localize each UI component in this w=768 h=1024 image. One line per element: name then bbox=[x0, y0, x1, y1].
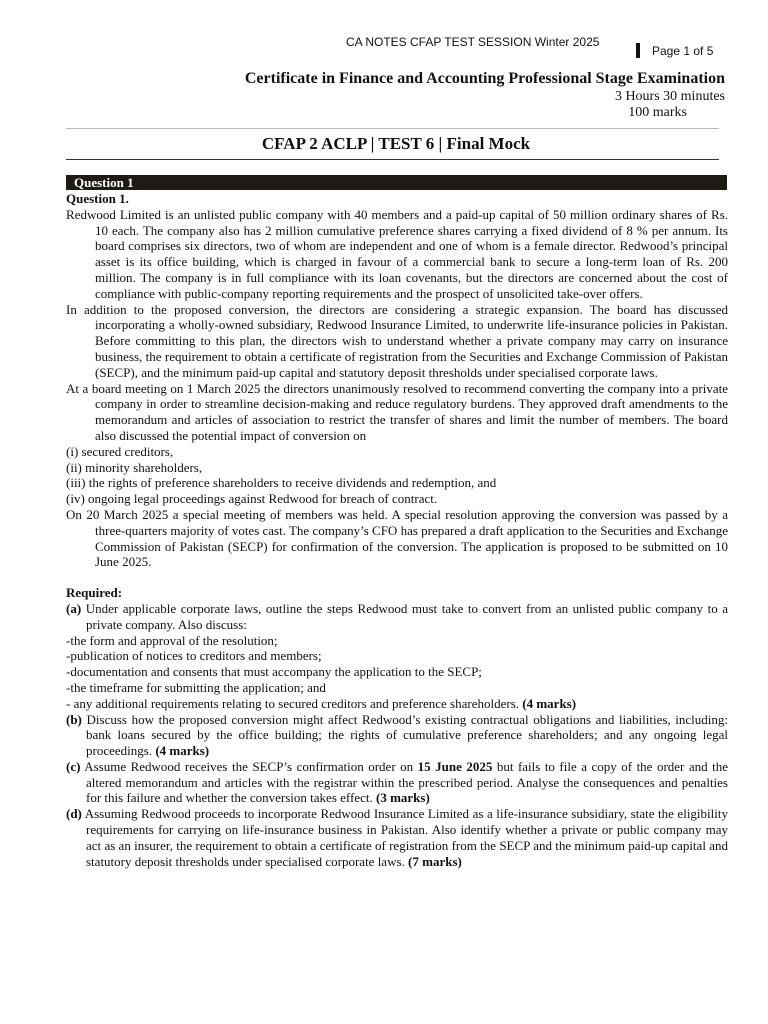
scenario-paragraph-4: On 20 March 2025 a special meeting of members was held. A special resolution approving the conversion was passed by a three-quarters majority of votes cast. The company’s CFO has prepared a draft application to the Securities and Exchange Commission of Pakistan (SECP) for confirmation of the conversion. The application is proposed to be submitted on 10 June 2025. bbox=[66, 506, 728, 570]
part-a-point: -the form and approval of the resolution; bbox=[66, 632, 278, 648]
part-a-last-point bbox=[66, 696, 728, 712]
impact-item: (ii) minority shareholders, bbox=[66, 459, 203, 475]
part-c-text-after: but fails to file a copy of the order and the altered memorandum and articles with the registrar within the prescribed period. Analyse the consequences and penalties for this failure and whether the conversion takes effect. bbox=[86, 758, 729, 806]
header-divider bbox=[66, 128, 719, 129]
part-c-marks: (3 marks) bbox=[375, 790, 430, 806]
test-title: CFAP 2 ACLP | TEST 6 | Final Mock bbox=[261, 134, 531, 153]
certificate-title: Certificate in Finance and Accounting Professional Stage Examination bbox=[244, 70, 725, 87]
part-d-marks: (7 marks) bbox=[408, 853, 462, 869]
question-heading: Question 1. bbox=[66, 191, 129, 206]
page-marker-bar bbox=[636, 43, 640, 58]
impact-item: (iii) the rights of preference shareholders to receive dividends and redemption, and bbox=[66, 475, 497, 491]
required-part-c bbox=[66, 759, 728, 806]
impact-item: (i) secured creditors, bbox=[66, 443, 174, 459]
part-c-tag: (c) bbox=[66, 758, 81, 774]
session-header: CA NOTES CFAP TEST SESSION Winter 2025 bbox=[346, 35, 600, 49]
question-body bbox=[66, 191, 728, 869]
required-part-d bbox=[66, 806, 728, 869]
scenario-paragraph-1: Redwood Limited is an unlisted public company with 40 members and a paid-up capital of 50 million ordinary shares of Rs. 10 each. The company also has 2 million cumulative preference shares carrying a fixed dividend of 8 % per annum. Its board comprises six directors, two of whom are independent and one of whom is a female director. Redwood’s principal asset is its office building, which is charged in favour of a commercial bank to secure a long-term loan of Rs. 200 million. The company is in full compliance with its loan covenants, but the directors are concerned about the cost of compliance with public-company reporting requirements and the prospect of unsolicited take-over offers. bbox=[66, 206, 728, 301]
part-c-text-before: Assume Redwood receives the SECP’s confirmation order on bbox=[84, 758, 418, 774]
part-b-tag: (b) bbox=[66, 711, 82, 727]
part-a-point: -documentation and consents that must accompany the application to the SECP; bbox=[66, 664, 482, 680]
part-a-point: -publication of notices to creditors and members; bbox=[66, 648, 322, 664]
part-a-last-point-text: - any additional requirements relating to secured creditors and preference shareholders. bbox=[66, 695, 523, 711]
part-a-tag: (a) bbox=[66, 600, 82, 616]
part-d-text: Assuming Redwood proceeds to incorporate Redwood Insurance Limited as a life-insurance subsidiary, state the eligibility requirements for carrying on life-insurance business in Pakistan. Also identify whether a private or public company may act as an insurer, the requirement to obtain a certificate of registration from the SECP and the minimum paid-up capital and statutory deposit thresholds under specialised corporate laws. bbox=[84, 806, 728, 869]
scenario-paragraph-2: In addition to the proposed conversion, the directors are considering a strategic expansion. The board has discussed incorporating a wholly-owned subsidiary, Redwood Insurance Limited, to underwrite life-insurance policies in Pakistan. Before committing to this plan, the directors wish to understand whether a private company may carry on insurance business, the requirement to obtain a certificate of registration from the Securities and Exchange Commission of Pakistan (SECP), and the minimum paid-up capital and statutory deposit thresholds under specialised corporate laws. bbox=[66, 301, 728, 380]
title-divider bbox=[66, 159, 719, 160]
part-a-text: Under applicable corporate laws, outline the steps Redwood must take to convert from an unlisted public company to a private company. Also discuss: bbox=[85, 600, 729, 632]
part-b-text: Discuss how the proposed conversion might affect Redwood’s existing contractual obligations and liabilities, including: bank loans secured by the office building; the rights of cumulative preference shareholders; and any ongoing legal proceedings. bbox=[86, 711, 728, 759]
exam-total-marks: 100 marks bbox=[628, 105, 687, 120]
spacer bbox=[66, 570, 728, 585]
page-number: Page 1 of 5 bbox=[652, 44, 714, 58]
part-b-marks: (4 marks) bbox=[155, 743, 210, 759]
part-c-date: 15 June 2025 bbox=[417, 758, 493, 774]
impact-item: (iv) ongoing legal proceedings against Redwood for breach of contract. bbox=[66, 491, 438, 507]
part-a-marks: (4 marks) bbox=[522, 695, 577, 711]
required-part-a bbox=[66, 601, 728, 633]
part-a-point: -the timeframe for submitting the application; and bbox=[66, 679, 326, 695]
scenario-paragraph-3: At a board meeting on 1 March 2025 the directors unanimously resolved to recommend converting the company into a private company in order to streamline decision-making and reduce regulatory burdens. They approved draft amendments to the memorandum and articles of association to restrict the transfer of shares and limit the number of members. The board also discussed the potential impact of conversion on bbox=[66, 380, 728, 443]
question-bar bbox=[66, 175, 727, 190]
required-label: Required: bbox=[66, 585, 123, 601]
part-d-tag: (d) bbox=[66, 806, 82, 822]
required-part-b bbox=[66, 712, 728, 759]
question-bar-label: Question 1 bbox=[74, 175, 134, 190]
exam-duration: 3 Hours 30 minutes bbox=[614, 89, 725, 104]
